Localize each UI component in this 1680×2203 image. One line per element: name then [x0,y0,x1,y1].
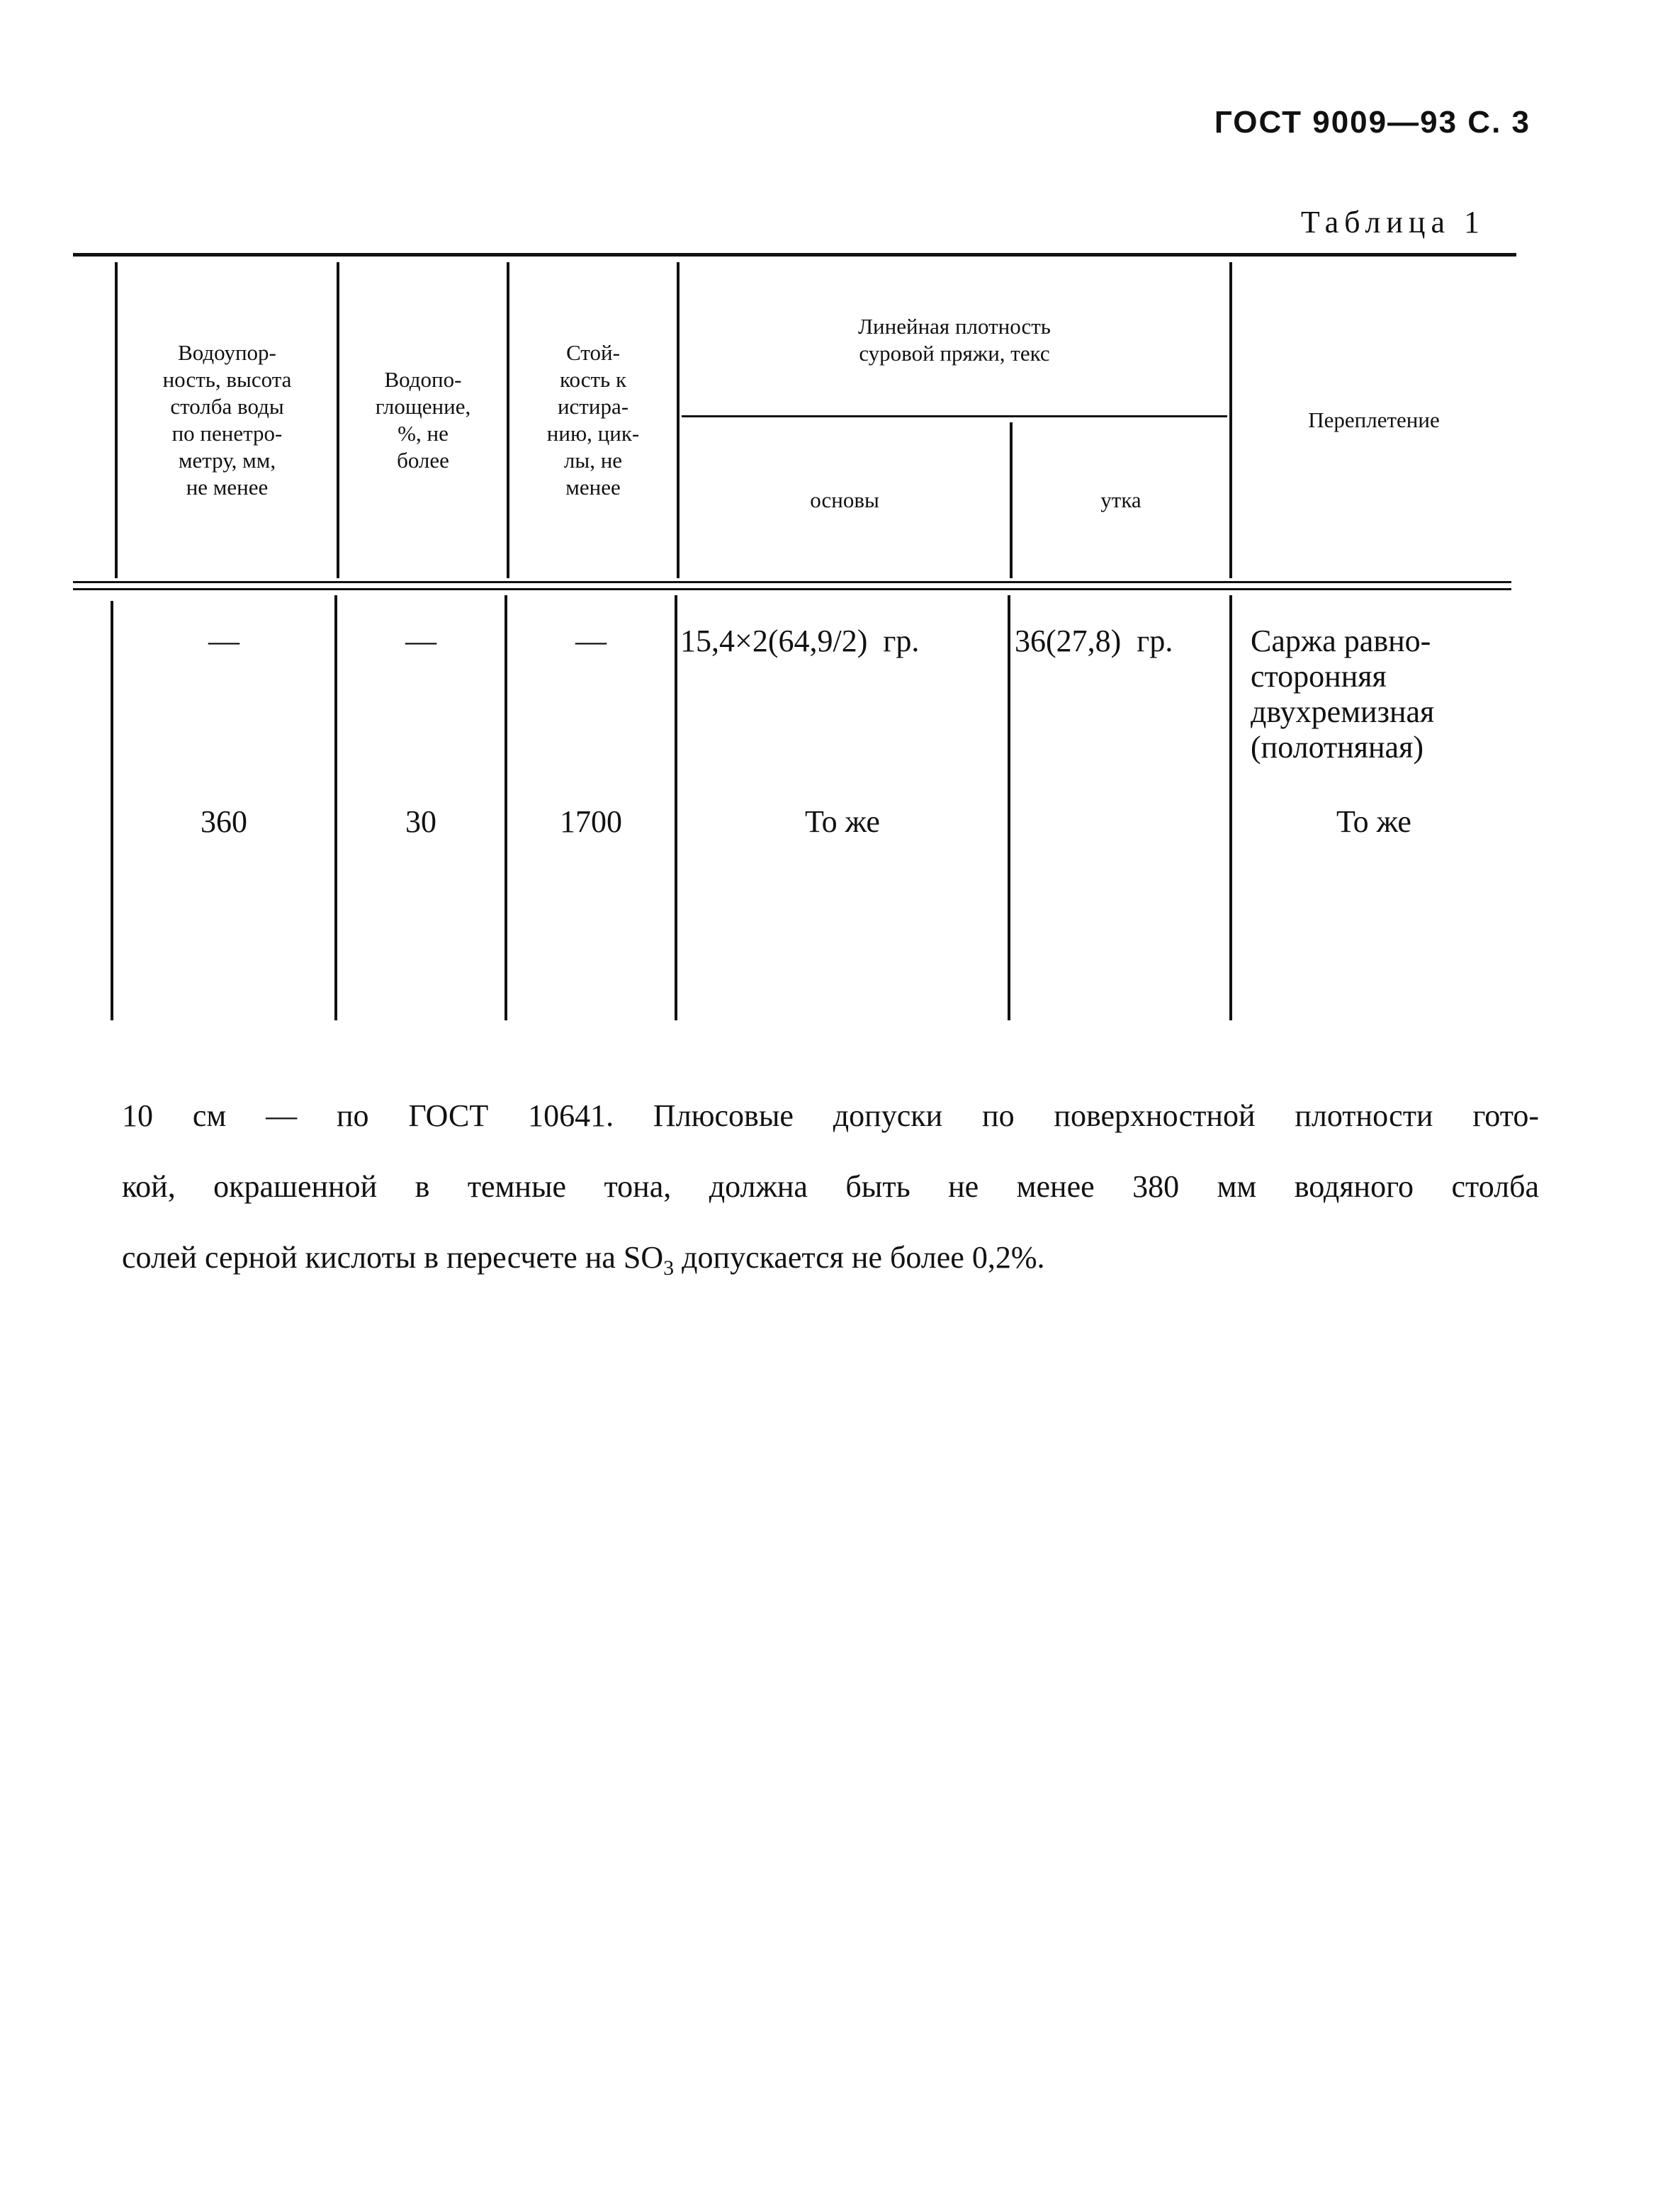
so3-subscript: 3 [663,1256,675,1280]
header-water-absorption: Водопо- глощение, %, не более [375,367,471,473]
table-row-2-warp: То же [805,804,880,839]
header-linear-density: Линейная плотность суровой пряжи, текс [858,314,1051,366]
table-row-2-abrasion: 1700 [560,804,622,839]
body-text-line-2: кой, окрашенной в темные тона, должна быть не менее 380 мм водяного столба [122,1169,1539,1204]
header-warp: основы [810,488,879,512]
header-abrasion-resistance: Стой- кость к истира- нию, цик- лы, не менее [546,340,640,500]
table-row-1-water-resistance: — [208,624,239,658]
table-row-2-weave: То же [1336,804,1411,839]
table-row-1-weft: 36(27,8) гр. [1015,624,1173,658]
body-text-line-1: 10 см — по ГОСТ 10641. Плюсовые допуски по поверхностной плотности гото- [122,1098,1539,1133]
header-bottom-rule-2 [73,588,1511,590]
col-divider [1008,595,1010,1020]
table-caption: Таблица 1 [1300,205,1485,240]
table-row-2-water-absorption: 30 [405,804,436,839]
page-header: ГОСТ 9009—93 С. 3 [1214,105,1530,140]
subheader-rule [682,415,1227,417]
header-bottom-rule-1 [73,581,1511,583]
header-water-resistance: Водоупор- ность, высота столба воды по пенетро- метру, мм, не менее [162,340,292,500]
table-top-rule [73,253,1516,257]
table-row-1-weave: Саржа равно- сторонняя двухремизная (полотняная) [1251,624,1435,765]
header-weft: утка [1100,488,1141,512]
table-row-1-abrasion: — [575,624,607,658]
header-weave: Переплетение [1308,407,1440,432]
table-row-1-water-absorption: — [405,624,436,658]
body-text-line-3-start: солей серной кислоты в пересчете на SO [122,1240,664,1275]
table-row-1-warp: 15,4×2(64,9/2) гр. [680,624,920,658]
body-text-line-3 [122,1222,1539,1304]
body-text-line-3-end: допускается не более 0,2%. [674,1240,1045,1275]
table-row-2-water-resistance: 360 [201,804,247,839]
